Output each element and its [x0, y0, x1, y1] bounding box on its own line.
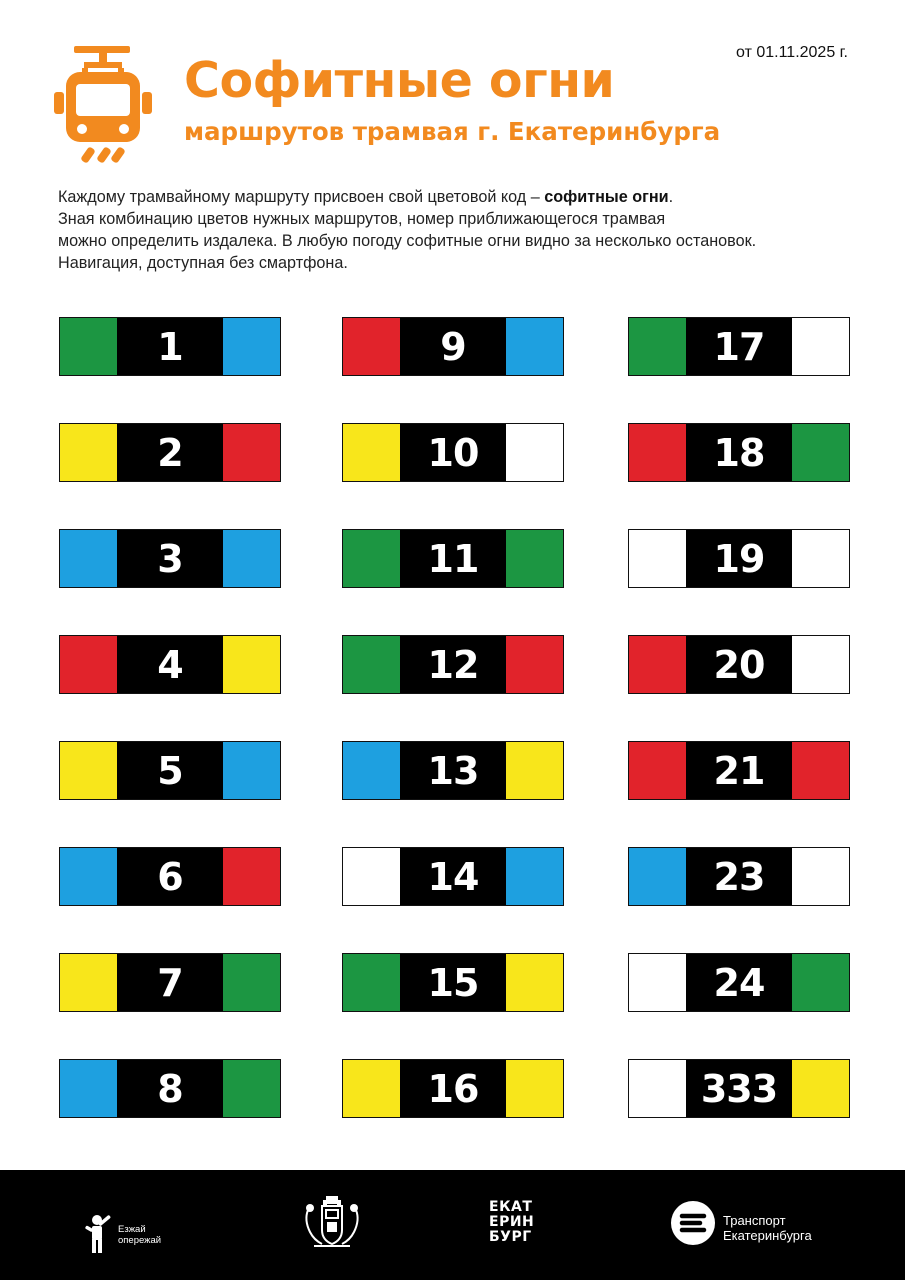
- route-13-number: 13: [400, 742, 506, 799]
- route-15-number: 15: [400, 954, 506, 1011]
- route-12-left-light: [343, 636, 400, 693]
- route-10-left-light: [343, 424, 400, 481]
- route-10-number: 10: [400, 424, 506, 481]
- route-19-right-light: [792, 530, 849, 587]
- route-7-right-light: [223, 954, 280, 1011]
- route-4-card: [59, 635, 281, 694]
- routes-column-2: [342, 317, 564, 1165]
- route-19-card: [628, 529, 850, 588]
- route-2-card: [59, 423, 281, 482]
- route-8-card: [59, 1059, 281, 1118]
- route-6-left-light: [60, 848, 117, 905]
- intro-text: [58, 186, 868, 274]
- route-2-left-light: [60, 424, 117, 481]
- route-12-card: [342, 635, 564, 694]
- route-16-number: 16: [400, 1060, 506, 1117]
- page-title: Софитные огни: [184, 52, 615, 109]
- route-3-right-light: [223, 530, 280, 587]
- person-pointing-icon: [84, 1196, 118, 1254]
- route-11-card: [342, 529, 564, 588]
- intro-line-1: Каждому трамвайному маршруту присвоен свой цветовой код – софитные огни.: [58, 188, 674, 206]
- route-8-number: 8: [117, 1060, 223, 1117]
- route-2-right-light: [223, 424, 280, 481]
- route-18-left-light: [629, 424, 686, 481]
- transport-ekaterinburg-logo: [670, 1200, 840, 1250]
- route-3-number: 3: [117, 530, 223, 587]
- route-21-left-light: [629, 742, 686, 799]
- route-19-number: 19: [686, 530, 792, 587]
- route-4-left-light: [60, 636, 117, 693]
- route-4-right-light: [223, 636, 280, 693]
- route-20-card: [628, 635, 850, 694]
- route-1-number: 1: [117, 318, 223, 375]
- route-21-right-light: [792, 742, 849, 799]
- route-14-right-light: [506, 848, 563, 905]
- ekaterinburg-wordmark: ЕКАТ ЕРИН БУРГ: [489, 1199, 535, 1245]
- routes-column-1: [59, 317, 281, 1165]
- ride-ahead-logo: [84, 1196, 194, 1256]
- route-14-left-light: [343, 848, 400, 905]
- route-18-right-light: [792, 424, 849, 481]
- route-21-card: [628, 741, 850, 800]
- route-24-card: [628, 953, 850, 1012]
- route-6-number: 6: [117, 848, 223, 905]
- route-24-number: 24: [686, 954, 792, 1011]
- route-14-card: [342, 847, 564, 906]
- footer-bar: [0, 1170, 905, 1280]
- intro-highlight: софитные огни: [544, 188, 669, 206]
- route-17-right-light: [792, 318, 849, 375]
- route-14-number: 14: [400, 848, 506, 905]
- city-coat-of-arms-icon: [300, 1194, 364, 1256]
- route-16-card: [342, 1059, 564, 1118]
- route-20-number: 20: [686, 636, 792, 693]
- intro-line-2: Зная комбинацию цветов нужных маршрутов, номер приближающегося трамвая: [58, 210, 666, 228]
- route-20-right-light: [792, 636, 849, 693]
- intro-line-4: Навигация, доступная без смартфона.: [58, 254, 348, 272]
- route-9-left-light: [343, 318, 400, 375]
- route-5-number: 5: [117, 742, 223, 799]
- route-11-number: 11: [400, 530, 506, 587]
- route-333-card: [628, 1059, 850, 1118]
- route-4-number: 4: [117, 636, 223, 693]
- route-17-card: [628, 317, 850, 376]
- route-6-card: [59, 847, 281, 906]
- route-7-card: [59, 953, 281, 1012]
- route-5-left-light: [60, 742, 117, 799]
- route-12-number: 12: [400, 636, 506, 693]
- route-10-right-light: [506, 424, 563, 481]
- route-1-card: [59, 317, 281, 376]
- route-11-right-light: [506, 530, 563, 587]
- route-24-right-light: [792, 954, 849, 1011]
- intro-line-3: можно определить издалека. В любую погоду софитные огни видно за несколько остановок.: [58, 232, 757, 250]
- route-12-right-light: [506, 636, 563, 693]
- page-subtitle: маршрутов трамвая г. Екатеринбурга: [184, 117, 721, 146]
- tram-icon: [52, 44, 156, 164]
- transport-ekaterinburg-text: Транспорт Екатеринбурга: [723, 1213, 812, 1243]
- route-18-card: [628, 423, 850, 482]
- transport-e-icon: [670, 1200, 716, 1246]
- route-15-left-light: [343, 954, 400, 1011]
- route-8-right-light: [223, 1060, 280, 1117]
- route-17-number: 17: [686, 318, 792, 375]
- route-11-left-light: [343, 530, 400, 587]
- route-24-left-light: [629, 954, 686, 1011]
- route-333-left-light: [629, 1060, 686, 1117]
- route-13-left-light: [343, 742, 400, 799]
- route-9-card: [342, 317, 564, 376]
- route-10-card: [342, 423, 564, 482]
- route-3-left-light: [60, 530, 117, 587]
- route-13-right-light: [506, 742, 563, 799]
- route-3-card: [59, 529, 281, 588]
- route-15-right-light: [506, 954, 563, 1011]
- route-23-right-light: [792, 848, 849, 905]
- route-1-left-light: [60, 318, 117, 375]
- route-5-right-light: [223, 742, 280, 799]
- route-21-number: 21: [686, 742, 792, 799]
- route-9-right-light: [506, 318, 563, 375]
- routes-column-3: [628, 317, 850, 1165]
- route-18-number: 18: [686, 424, 792, 481]
- ride-ahead-text: Езжай опережай: [118, 1224, 162, 1246]
- route-333-right-light: [792, 1060, 849, 1117]
- route-23-card: [628, 847, 850, 906]
- route-17-left-light: [629, 318, 686, 375]
- route-16-right-light: [506, 1060, 563, 1117]
- route-16-left-light: [343, 1060, 400, 1117]
- route-5-card: [59, 741, 281, 800]
- route-7-number: 7: [117, 954, 223, 1011]
- route-13-card: [342, 741, 564, 800]
- route-15-card: [342, 953, 564, 1012]
- route-20-left-light: [629, 636, 686, 693]
- route-333-number: 333: [686, 1060, 792, 1117]
- route-23-left-light: [629, 848, 686, 905]
- effective-date: от 01.11.2025 г.: [736, 44, 848, 61]
- route-6-right-light: [223, 848, 280, 905]
- route-8-left-light: [60, 1060, 117, 1117]
- route-19-left-light: [629, 530, 686, 587]
- route-2-number: 2: [117, 424, 223, 481]
- route-1-right-light: [223, 318, 280, 375]
- route-23-number: 23: [686, 848, 792, 905]
- route-7-left-light: [60, 954, 117, 1011]
- route-9-number: 9: [400, 318, 506, 375]
